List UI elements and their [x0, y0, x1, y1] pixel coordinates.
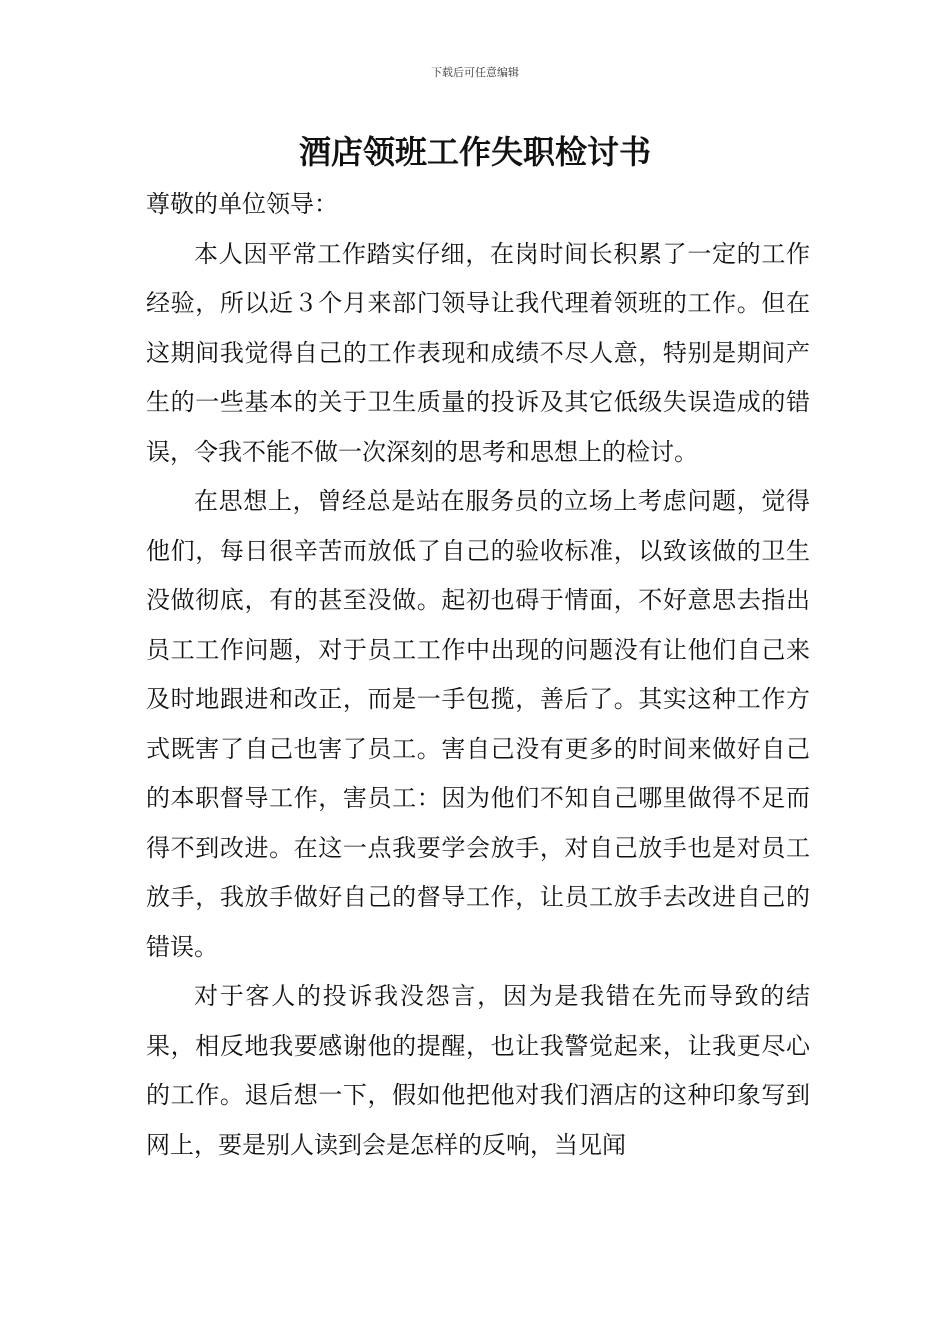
document-body [146, 180, 810, 1170]
document-title: 酒店领班工作失职检讨书 [298, 133, 651, 171]
paragraph-3: 对于客人的投诉我没怨言，因为是我错在先而导致的结果，相反地我要感谢他的提醒，也让我警觉起来，让我更尽心的工作。退后想一下，假如他把他对我们酒店的这种印象写到网上，要是别人读到会是怎样的反响，当见闻 [146, 982, 810, 1159]
paragraph-1: 本人因平常工作踏实仔细，在岗时间长积累了一定的工作经验，所以近３个月来部门领导让我代理着领班的工作。但在这期间我觉得自己的工作表现和成绩不尽人意，特别是期间产生的一些基本的关于卫生质量的投诉及其它低级失误造成的错误，令我不能不做一次深刻的思考和思想上的检讨。 [146, 239, 810, 466]
salutation: 尊敬的单位领导： [146, 190, 338, 218]
header-note: 下载后可任意编辑 [431, 66, 519, 79]
paragraph-2: 在思想上，曾经总是站在服务员的立场上考虑问题，觉得他们，每日很辛苦而放低了自己的验收标准，以致该做的卫生没做彻底，有的甚至没做。起初也碍于情面，不好意思去指出员工工作问题，对于员工工作中出现的问题没有让他们自己来及时地跟进和改正，而是一手包揽，善后了。其实这种工作方式既害了自己也害了员工。害自己没有更多的时间来做好自己的本职督导工作，害员工：因为他们不知自己哪里做得不足而得不到改进。在这一点我要学会放手，对自己放手也是对员工放手，我放手做好自己的督导工作，让员工放手去改进自己的错误。 [146, 487, 810, 961]
